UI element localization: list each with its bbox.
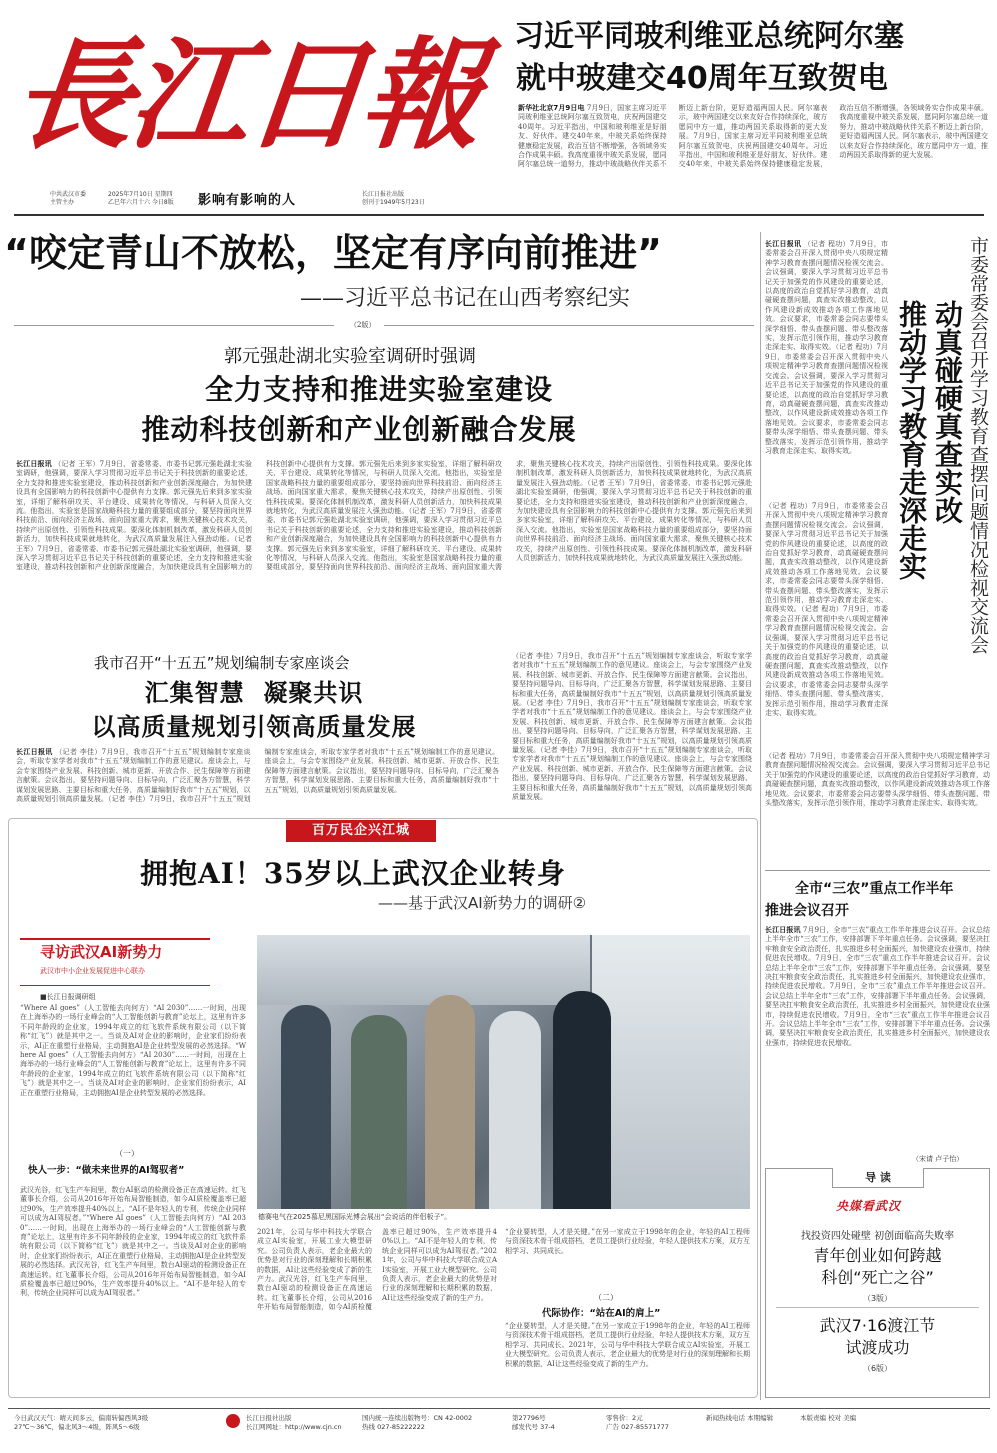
ai-column-badge: [20, 938, 210, 986]
masthead-date: 2025年7月10日 星期四 乙巳年六月十六 今日8版: [108, 191, 174, 206]
lab-story-title[interactable]: 全力支持和推进实验室建设 推动科技创新和产业创新融合发展: [141, 373, 577, 446]
ai-body-c: 2021年，公司与华中科技大学联合成立AI实验室，开展工业大模型研究。公司负责人表示，老企业最大的优势是对行业的深刻理解和长期积累的数据，AI让这些经验变成了新的生产力。武汉光谷，红飞生产车间里，数台AI驱动的检测设备正在高速运转。红飞董事长介绍，公司从2016年开始布局智能制造，如今AI质检覆盖率已超过90%，生产效率提升40%以上。“AI不是年轻人的专利，传统企业同样可以成为AI驾驭者。”2021年，公司与华中科技大学联合成立AI实验室，开展工业大模型研究。公司负责人表示，老企业最大的优势是对行业的深刻理解和长期积累的数据，AI让这些经验变成了新的生产力。: [257, 1228, 497, 1312]
guide-item2-title[interactable]: 武汉7·16渡江节 试渡成功: [819, 1316, 936, 1357]
planning-story-title[interactable]: 汇集智慧 凝聚共识 以高质量规划引领高质量发展: [91, 679, 417, 741]
newspaper-logo: 長江日報: [6, 25, 486, 166]
guide-item1-kicker: 找投资四处碰壁 初创面临高失败率: [800, 1231, 955, 1242]
ai-expo-photo: [257, 935, 750, 1209]
ai-column-badge-sub: 武汉市中小企业发展促进中心联办: [40, 967, 145, 975]
photo-booth-panel: [590, 935, 750, 1209]
planning-story-body-right: （记者 李佳）7月9日，我市召开“十五五”规划编制专家座谈会，听取专家学者对我市“十五五”规划编制工作的意见建议。座谈会上，与会专家围绕产业发展、科技创新、城市更新、开放合作、民生保障等方面建言献策。会议指出，要坚持问题导向、目标导向，广泛汇聚各方智慧，科学谋划发展思路、主要目标和重大任务，高质量编制好我市“十五五”规划，以高质量规划引领高质量发展。（记者 李佳）7月9日，我市召开“十五五”规划编制专家座谈会，听取专家学者对我市“十五五”规划编制工作的意见建议。座谈会上，与会专家围绕产业发展、科技创新、城市更新、开放合作、民生保障等方面建言献策。会议指出，要坚持问题导向、目标导向，广泛汇聚各方智慧，科学谋划发展思路、主要目标和重大任务，高质量编制好我市“十五五”规划，以高质量规划引领高质量发展。（记者 李佳）7月9日，我市召开“十五五”规划编制专家座谈会，听取专家学者对我市“十五五”规划编制工作的意见建议。座谈会上，与会专家围绕产业发展、科技创新、城市更新、开放合作、民生保障等方面建言献策。会议指出，要坚持问题导向、目标导向，广泛汇聚各方智慧，科学谋划发展思路、主要目标和重大任务，高质量编制好我市“十五五”规划，以高质量规划引领高质量发展。: [512, 652, 752, 802]
footer-cn: 国内统一连续出版物号：CN 42-0002 热线 027-85222222: [362, 1414, 473, 1431]
footer-publisher: 长江日报社出版 长江网网址：http://www.cjn.cn: [246, 1414, 342, 1431]
photo-person-2: [351, 1015, 407, 1209]
top-story-body: 新华社北京7月9日电 7月9日，国家主席习近平同玻利维亚总统阿尔塞互致贺电，庆祝两国建交40周年。习近平指出，中国和玻利维亚是好朋友、好伙伴。建交40年来，中玻关系始终保持健康稳定发展，政治互信不断增强，各领域务实合作成果丰硕。我高度重视中玻关系发展，愿同阿尔塞总统一道努力，推动中玻战略伙伴关系不断迈上新台阶，更好造福两国人民。阿尔塞表示，玻中两国建交以来友好合作持续深化，玻方愿同中方一道，推动两国关系取得新的更大发展。7月9日，国家主席习近平同玻利维亚总统阿尔塞互致贺电，庆祝两国建交40周年。习近平指出，中国和玻利维亚是好朋友、好伙伴。建交40年来，中玻关系始终保持健康稳定发展，政治互信不断增强，各领域务实合作成果丰硕。我高度重视中玻关系发展，愿同阿尔塞总统一道努力，推动中玻战略伙伴关系不断迈上新台阶，更好造福两国人民。阿尔塞表示，玻中两国建交以来友好合作持续深化，玻方愿同中方一道，推动两国关系取得新的更大发展。: [518, 104, 988, 169]
ai-section-title[interactable]: 拥抱AI！35岁以上武汉企业转身: [140, 857, 566, 890]
right-story-title-a[interactable]: 推动学习教育走深走实: [895, 300, 928, 580]
right-column-divider: [760, 232, 761, 1400]
right-story-body-wide: （记者 程功）7月9日，市委常委会召开深入贯彻中央八项规定精神学习教育查摆问题情况检视交流会。会议强调，要深入学习贯彻习近平总书记关于加强党的作风建设的重要论述，以高度的政治自觉抓好学习教育，动真碰硬查摆问题，真查实改推动整改，以作风建设新成效推动各项工作落地见效。会议要求，市委常委会同志要带头深学细悟、带头查摆问题、带头整改落实，发挥示范引领作用，推动学习教育走深走实、取得实效。: [765, 752, 990, 808]
ai-photo-caption: 德赛电气在2025慕尼黑国际光博会展出“会说话的伴侣板子”。: [258, 1213, 452, 1221]
guide-heading: 导 读: [832, 1168, 924, 1188]
sannong-title[interactable]: 全市“三农”重点工作半年 推进会议召开: [765, 881, 954, 919]
planning-story-kicker: 我市召开“十五五”规划编制专家座谈会: [94, 654, 350, 672]
planning-story-body-left: 长江日报讯 （记者 李佳）7月9日，我市召开“十五五”规划编制专家座谈会，听取专家学者对我市“十五五”规划编制工作的意见建议。座谈会上，与会专家围绕产业发展、科技创新、城市更新、开放合作、民生保障等方面建言献策。会议指出，要坚持问题导向、目标导向，广泛汇聚各方智慧，科学谋划发展思路、主要目标和重大任务，高质量编制好我市“十五五”规划，以高质量规划引领高质量发展。（记者 李佳）7月9日，我市召开“十五五”规划编制专家座谈会，听取专家学者对我市“十五五”规划编制工作的意见建议。座谈会上，与会专家围绕产业发展、科技创新、城市更新、开放合作、民生保障等方面建言献策。会议指出，要坚持问题导向、目标导向，广泛汇聚各方智慧，科学谋划发展思路、主要目标和重大任务，高质量编制好我市“十五五”规划，以高质量规划引领高质量发展。: [16, 748, 499, 804]
ai-body-d: “企业要转型，人才是关键。”在另一家成立于1998年的企业，年轻的AI工程师与资深技术骨干组成搭档，老员工提供行业经验，年轻人提供技术方案，双方互相学习、共同成长。: [505, 1228, 750, 1255]
ai-section-2-number: （二）: [594, 1293, 618, 1302]
main-story-rule-2: [384, 325, 754, 326]
guide-item1-title[interactable]: 青年创业如何跨越 科创“死亡之谷”: [813, 1246, 942, 1287]
guide-box: [765, 1168, 990, 1398]
ai-section-2-title: 代际协作：“站在AI的肩上”: [542, 1308, 661, 1319]
ai-body-e: “企业要转型，人才是关键。”在另一家成立于1998年的企业，年轻的AI工程师与资深技术骨干组成搭档，老员工提供行业经验，年轻人提供技术方案，双方互相学习、共同成长。2021年，公司与华中科技大学联合成立AI实验室，开展工业大模型研究。公司负责人表示，老企业最大的优势是对行业的深刻理解和长期积累的数据，AI让这些经验变成了新的生产力。: [505, 1322, 750, 1368]
ai-body-a: “Where AI goes”（人工智能去向何方）“AI 2030”……一时间，出现在上海举办的一场行业峰会的“人工智能创新与教育”论坛上，这里有许多不同年龄段的企业家，1994年成立的红飞软件系统有限公司（以下简称“红飞”）就是其中之一。当谈及AI对企业的影响时，企业家们纷纷表示，AI正在重塑行业格局，主动拥抱AI是企业转型发展的必然选择。“Where AI goes”（人工智能去向何方）“AI 2030”……一时间，出现在上海举办的一场行业峰会的“人工智能创新与教育”论坛上，这里有许多不同年龄段的企业家，1994年成立的红飞软件系统有限公司（以下简称“红飞”）就是其中之一。当谈及AI对企业的影响时，企业家们纷纷表示，AI正在重塑行业格局，主动拥抱AI是企业转型发展的必然选择。: [20, 1004, 246, 1097]
ai-body-b: 武汉光谷，红飞生产车间里，数台AI驱动的检测设备正在高速运转。红飞董事长介绍，公司从2016年开始布局智能制造，如今AI质检覆盖率已超过90%，生产效率提升40%以上。“AI不是年轻人的专利，传统企业同样可以成为AI驾驭者。”“Where AI goes”（人工智能去向何方）“AI 2030”……一时间，出现在上海举办的一场行业峰会的“人工智能创新与教育”论坛上，这里有许多不同年龄段的企业家，1994年成立的红飞软件系统有限公司（以下简称“红飞”）就是其中之一。当谈及AI对企业的影响时，企业家们纷纷表示，AI正在重塑行业格局，主动拥抱AI是企业转型发展的必然选择。武汉光谷，红飞生产车间里，数台AI驱动的检测设备正在高速运转。红飞董事长介绍，公司从2016年开始布局智能制造，如今AI质检覆盖率已超过90%，生产效率提升40%以上。“AI不是年轻人的专利，传统企业同样可以成为AI驾驭者。”: [20, 1186, 246, 1298]
photo-person-5: [553, 991, 611, 1209]
guide-item1-page: （3版）: [862, 1294, 893, 1303]
footer-rule: [8, 1408, 990, 1409]
right-story-title-b[interactable]: 动真碰硬真查实改: [931, 300, 964, 524]
ai-byline: ■长江日报调研组: [40, 993, 96, 1001]
lab-story-body: 长江日报讯 （记者 王军）7月9日，省委常委、市委书记郭元强赴湖北实验室调研，他强调，要深入学习贯彻习近平总书记关于科技创新的重要论述，全力支持和推进实验室建设，推动科技创新和产业创新深度融合，为加快建设具有全国影响力的科技创新中心提供有力支撑。郭元强先后来到多家实验室，详细了解科研攻关、平台建设、成果转化等情况，与科研人员深入交流。他指出，实验室是国家战略科技力量的重要组成部分，要坚持面向世界科技前沿、面向经济主战场、面向国家重大需求，聚焦关键核心技术攻关，持续产出原创性、引领性科技成果。要深化体制机制改革，激发科研人员创新活力，加快科技成果就地转化，为武汉高质量发展注入强劲动能。（记者 王军）7月9日，省委常委、市委书记郭元强赴湖北实验室调研，他强调，要深入学习贯彻习近平总书记关于科技创新的重要论述，全力支持和推进实验室建设，推动科技创新和产业创新深度融合，为加快建设具有全国影响力的科技创新中心提供有力支撑。郭元强先后来到多家实验室，详细了解科研攻关、平台建设、成果转化等情况，与科研人员深入交流。他指出，实验室是国家战略科技力量的重要组成部分，要坚持面向世界科技前沿、面向经济主战场、面向国家重大需求，聚焦关键核心技术攻关，持续产出原创性、引领性科技成果。要深化体制机制改革，激发科研人员创新活力，加快科技成果就地转化，为武汉高质量发展注入强劲动能。（记者 王军）7月9日，省委常委、市委书记郭元强赴湖北实验室调研，他强调，要深入学习贯彻习近平总书记关于科技创新的重要论述，全力支持和推进实验室建设，推动科技创新和产业创新深度融合，为加快建设具有全国影响力的科技创新中心提供有力支撑。郭元强先后来到多家实验室，详细了解科研攻关、平台建设、成果转化等情况，与科研人员深入交流。他指出，实验室是国家战略科技力量的重要组成部分，要坚持面向世界科技前沿、面向经济主战场、面向国家重大需求，聚焦关键核心技术攻关，持续产出原创性、引领性科技成果。要深化体制机制改革，激发科研人员创新活力，加快科技成果就地转化，为武汉高质量发展注入强劲动能。（记者 王军）7月9日，省委常委、市委书记郭元强赴湖北实验室调研，他强调，要深入学习贯彻习近平总书记关于科技创新的重要论述，全力支持和推进实验室建设，推动科技创新和产业创新深度融合，为加快建设具有全国影响力的科技创新中心提供有力支撑。郭元强先后来到多家实验室，详细了解科研攻关、平台建设、成果转化等情况，与科研人员深入交流。他指出，实验室是国家战略科技力量的重要组成部分，要坚持面向世界科技前沿、面向经济主战场、面向国家重大需求，聚焦关键核心技术攻关，持续产出原创性、引领性科技成果。要深化体制机制改革，激发科研人员创新活力，加快科技成果就地转化，为武汉高质量发展注入强劲动能。: [16, 460, 752, 572]
footer-price: 零售价：2元 广告 027-85571777: [606, 1414, 669, 1431]
main-story-jump: （2版）: [350, 321, 376, 329]
ai-section-1-number: （一）: [115, 1149, 139, 1158]
lab-story-kicker: 郭元强赴湖北实验室调研时强调: [224, 346, 476, 367]
right-story-body-bottom: （记者 程功）7月9日，市委常委会召开深入贯彻中央八项规定精神学习教育查摆问题情况检视交流会。会议强调，要深入学习贯彻习近平总书记关于加强党的作风建设的重要论述，以高度的政治自觉抓好学习教育，动真碰硬查摆问题，真查实改推动整改，以作风建设新成效推动各项工作落地见效。会议要求，市委常委会同志要带头深学细悟、带头查摆问题、带头整改落实，发挥示范引领作用，推动学习教育走深走实、取得实效。（记者 程功）7月9日，市委常委会召开深入贯彻中央八项规定精神学习教育查摆问题情况检视交流会。会议强调，要深入学习贯彻习近平总书记关于加强党的作风建设的重要论述，以高度的政治自觉抓好学习教育，动真碰硬查摆问题，真查实改推动整改，以作风建设新成效推动各项工作落地见效。会议要求，市委常委会同志要带头深学细悟、带头查摆问题、带头整改落实，发挥示范引领作用，推动学习教育走深走实、取得实效。: [765, 502, 888, 717]
footer-logo-icon: [226, 1414, 240, 1428]
photo-person-3: [425, 995, 475, 1209]
guide-brand: 央媒看武汉: [836, 1199, 902, 1213]
guide-divider: [776, 1307, 979, 1308]
footer-hotline: 新闻热线电话 本期编辑: [706, 1414, 774, 1422]
photo-ceiling: [257, 935, 590, 1005]
ai-section-banner: 百万民企兴江城: [286, 820, 436, 842]
masthead-slogan: 影响有影响的人: [198, 193, 297, 208]
masthead-edition: 长江日报社出版 创刊于1949年5月23日: [362, 191, 425, 206]
main-story-title[interactable]: “咬定青山不放松，坚定有序向前推进”: [4, 231, 662, 275]
ai-section-1-title: 快人一步：“做未来世界的AI驾驭者”: [28, 1165, 185, 1176]
masthead-org: 中共武汉市委 主管主办: [50, 191, 87, 206]
right-story-body-top: 长江日报讯 （记者 程功）7月9日，市委常委会召开深入贯彻中央八项规定精神学习教育查摆问题情况检视交流会。会议强调，要深入学习贯彻习近平总书记关于加强党的作风建设的重要论述，以高度的政治自觉抓好学习教育，动真碰硬查摆问题，真查实改推动整改，以作风建设新成效推动各项工作落地见效。会议要求，市委常委会同志要带头深学细悟、带头查摆问题、带头整改落实，发挥示范引领作用，推动学习教育走深走实、取得实效。（记者 程功）7月9日，市委常委会召开深入贯彻中央八项规定精神学习教育查摆问题情况检视交流会。会议强调，要深入学习贯彻习近平总书记关于加强党的作风建设的重要论述，以高度的政治自觉抓好学习教育，动真碰硬查摆问题，真查实改推动整改，以作风建设新成效推动各项工作落地见效。会议要求，市委常委会同志要带头深学细悟、带头查摆问题、带头整改落实，发挥示范引领作用，推动学习教育走深走实、取得实效。: [765, 240, 888, 455]
footer-issue: 第27796号 邮发代号 37-4: [512, 1414, 555, 1431]
footer-weather: 今日武汉天气：晴天间多云，偏南转偏西风3级 27℃～36℃，偏北风3～4级，阵风5～6级: [14, 1414, 149, 1431]
photo-person-4: [489, 1011, 541, 1209]
ai-column-badge-title: 寻访武汉AI新势力: [40, 943, 163, 961]
photo-person-1: [281, 1005, 331, 1209]
guide-item2-page: （6版）: [862, 1364, 893, 1373]
right-divider-1: [765, 870, 990, 871]
right-story-kicker: 市委常委会召开学习教育查摆问题情况检视交流会: [967, 236, 989, 654]
top-story-title[interactable]: 习近平同玻利维亚总统阿尔塞 就中玻建交40周年互致贺电: [514, 19, 904, 96]
main-story-subtitle: ——习近平总书记在山西考察纪实: [300, 286, 631, 311]
sannong-credit: （宋请 卢子怡）: [912, 1155, 964, 1163]
footer-editors: 本版责编 校对 美编: [800, 1414, 857, 1422]
main-story-rule: [14, 325, 334, 326]
ai-section-subtitle: ——基于武汉AI新势力的调研②: [378, 894, 587, 912]
sannong-body: 长江日报讯 7月9日，全市“三农”重点工作半年推进会议召开。会议总结上半年全市“三农”工作，安排部署下半年重点任务。会议强调，要坚决扛牢粮食安全政治责任，扎实推进乡村全面振兴，加快建设农业强市，持续促进农民增收。7月9日，全市“三农”重点工作半年推进会议召开。会议总结上半年全市“三农”工作，安排部署下半年重点任务。会议强调，要坚决扛牢粮食安全政治责任，扎实推进乡村全面振兴，加快建设农业强市，持续促进农民增收。7月9日，全市“三农”重点工作半年推进会议召开。会议总结上半年全市“三农”工作，安排部署下半年重点任务。会议强调，要坚决扛牢粮食安全政治责任，扎实推进乡村全面振兴，加快建设农业强市，持续促进农民增收。7月9日，全市“三农”重点工作半年推进会议召开。会议总结上半年全市“三农”工作，安排部署下半年重点任务。会议强调，要坚决扛牢粮食安全政治责任，扎实推进乡村全面振兴，加快建设农业强市，持续促进农民增收。: [765, 926, 990, 1047]
masthead-divider: [14, 214, 984, 216]
